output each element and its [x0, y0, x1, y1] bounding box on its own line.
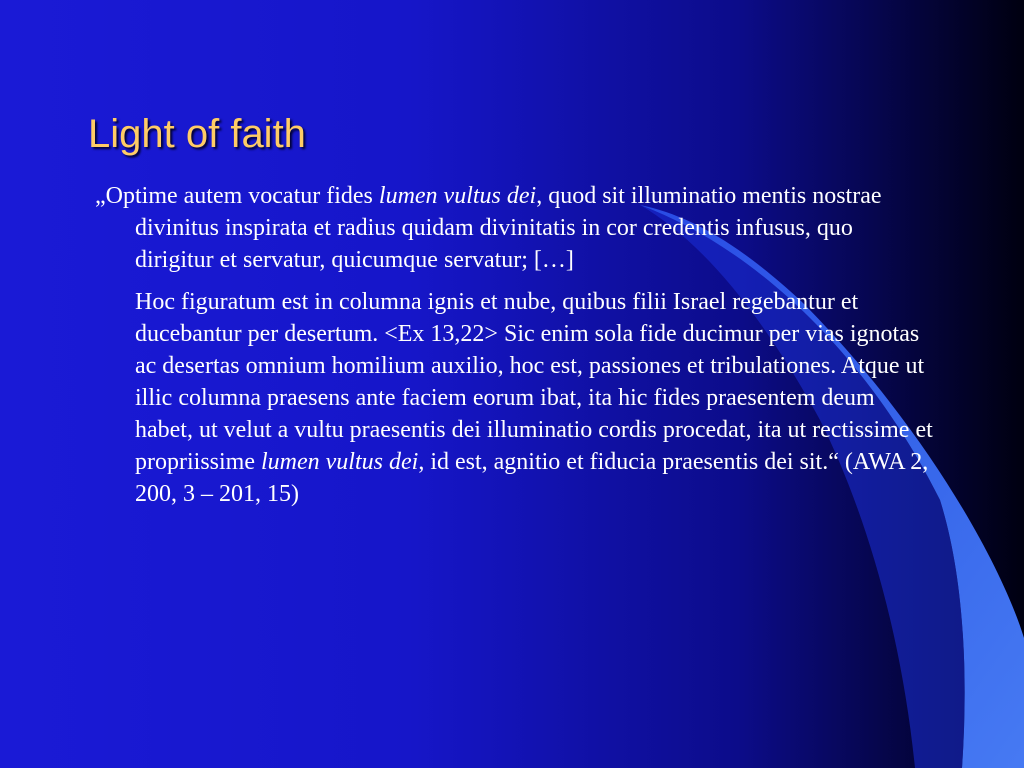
paragraph-1-italic-phrase: lumen vultus dei [378, 183, 537, 209]
slide-body [95, 180, 935, 510]
paragraph-1-lead: „Optime autem vocatur fides [95, 183, 379, 209]
paragraph-1-rest: , quod sit illuminatio mentis nostrae divinitus inspirata et radius quidam divinitatis in cor credentis infusus, quo dirigitur et servatur, quicumque servatur; […] [135, 183, 882, 273]
body-paragraph-quote-continuation [95, 286, 935, 510]
paragraph-2-lead: Hoc figuratum est in columna ignis et nube, quibus filii Israel regebantur et ducebantur per desertum. <Ex 13,22> Sic enim sola fide ducimur per vias ignotas ac desertas omnium homilium auxilio, hoc est, passiones et tribulationes. Atque ut illic columna praesens ante faciem eorum ibat, ita hic fides praesentem deum habet, ut velut a vultu praesentis dei illuminatio cordis procedat, ita ut rectissime et propriissime [135, 289, 933, 475]
body-paragraph-quote-start [95, 180, 935, 276]
slide-title: Light of faith [88, 112, 306, 156]
paragraph-2-rest: , id est, agnitio et fiducia praesentis dei sit.“ (AWA 2, 200, 3 – 201, 15) [135, 449, 929, 507]
paragraph-2-italic-phrase: lumen vultus dei [261, 449, 419, 475]
